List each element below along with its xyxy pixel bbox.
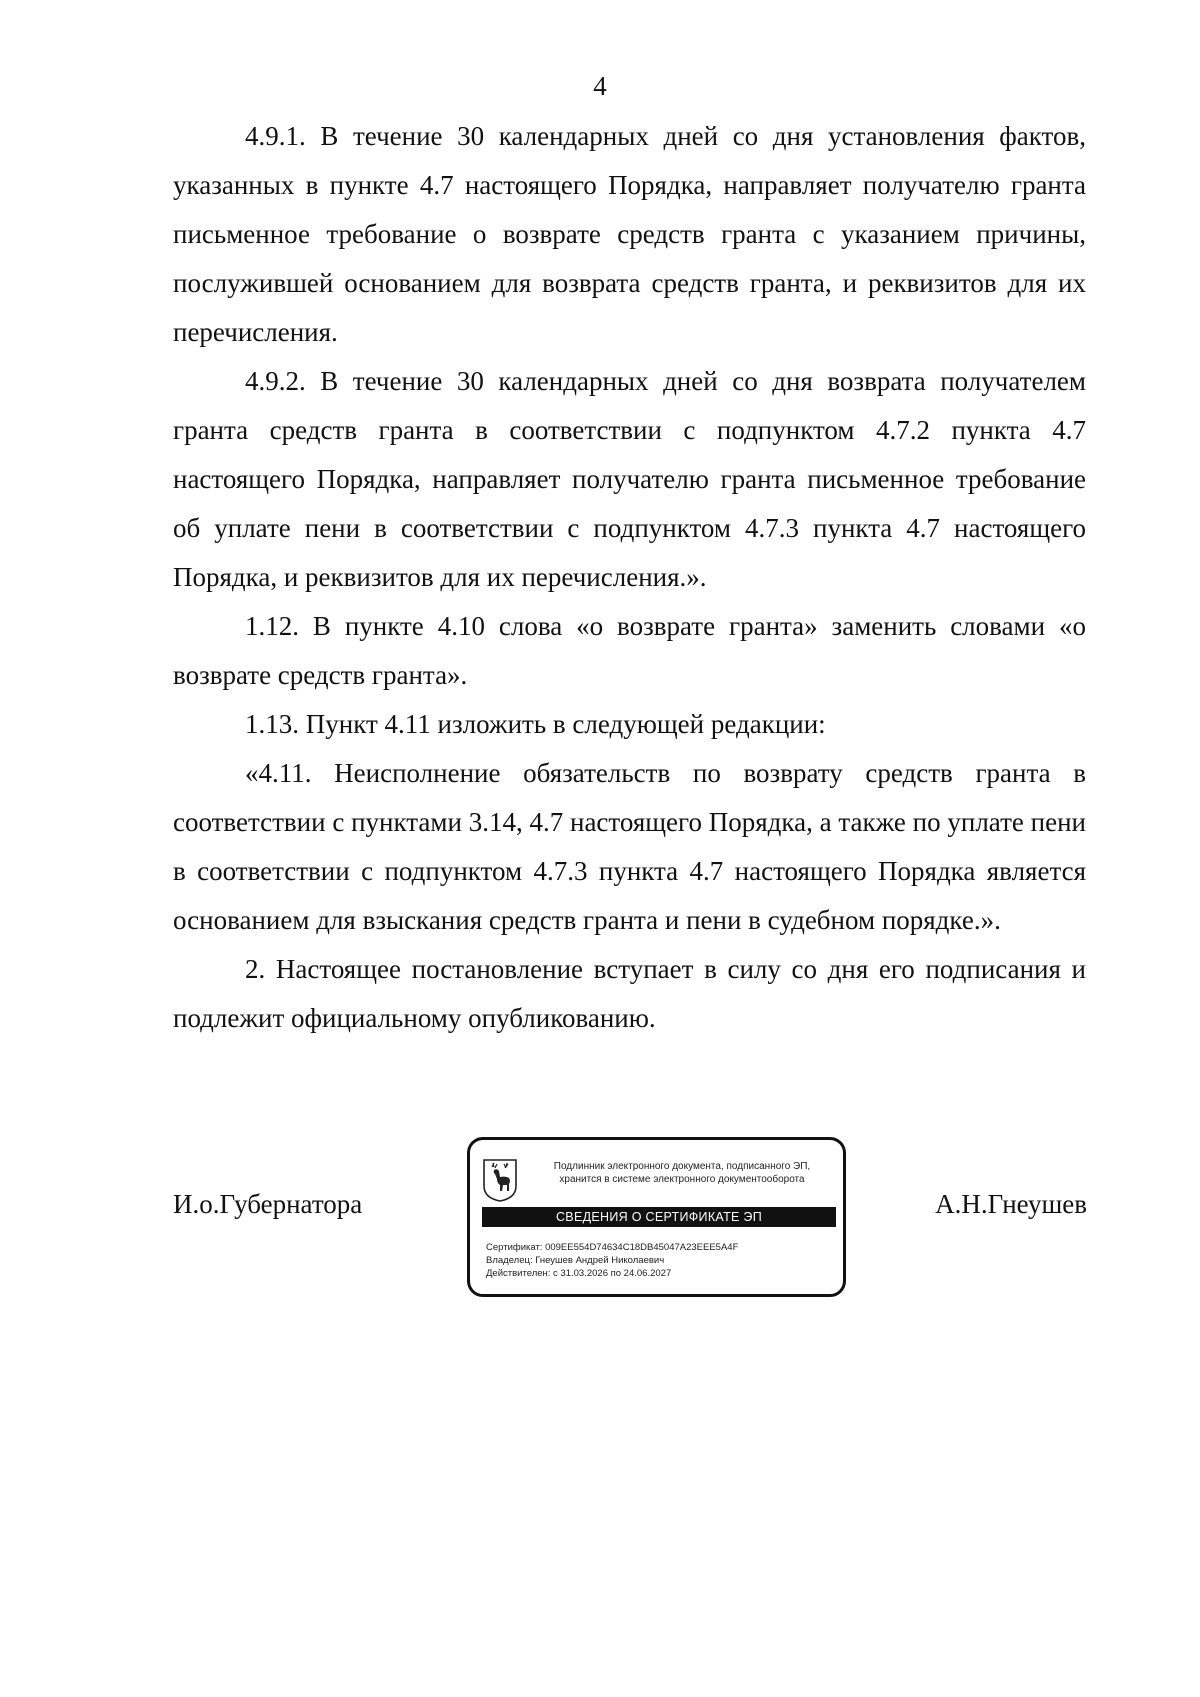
stamp-header-line-1: Подлинник электронного документа, подписанного ЭП, [553,1161,811,1172]
stamp-details [486,1241,738,1280]
paragraph-4-9-1: 4.9.1. В течение 30 календарных дней со дня установления фактов, указанных в пункте 4.7 настоящего Порядка, направляет получателю гранта письменное требование о возврате средств гранта с указанием причины, послужившей основанием для возврата средств гранта, и реквизитов для их перечисления. [173,121,1086,347]
stamp-validity: Действителен: с 31.03.2026 по 24.06.2027 [486,1268,672,1279]
signer-title: И.о.Губернатора [173,1189,363,1219]
stamp-certificate: Сертификат: 009EE554D74634C18DB45047A23EEE5A4F [486,1242,739,1253]
deer-emblem-icon [482,1158,518,1202]
document-body [173,112,1086,1043]
paragraph-1-13: 1.13. Пункт 4.11 изложить в следующей редакции: [245,709,826,739]
electronic-signature-stamp [467,1137,846,1297]
paragraph-1-12: 1.12. В пункте 4.10 слова «о возврате гранта» заменить словами «о возврате средств гранта». [173,611,1086,690]
paragraph-2: 2. Настоящее постановление вступает в силу со дня его подписания и подлежит официальному опубликованию. [173,954,1086,1033]
paragraph-4-9-2: 4.9.2. В течение 30 календарных дней со дня возврата получателем гранта средств гранта в соответствии с подпунктом 4.7.2 пункта 4.7 настоящего Порядка, направляет получателю гранта письменное требование об уплате пени в соответствии с подпунктом 4.7.3 пункта 4.7 настоящего Порядка, и реквизитов для их перечисления.». [173,366,1086,592]
stamp-certificate-bar: СВЕДЕНИЯ О СЕРТИФИКАТЕ ЭП [482,1207,836,1227]
paragraph-4-11: «4.11. Неисполнение обязательств по возврату средств гранта в соответствии с пунктами 3.14, 4.7 настоящего Порядка, а также по уплате пени в соответствии с подпунктом 4.7.3 пункта 4.7 настоящего Порядка является основанием для взыскания средств гранта и пени в судебном порядке.». [173,758,1086,935]
signer-name: А.Н.Гнеушев [935,1189,1087,1219]
stamp-header [532,1160,832,1186]
page-number: 4 [593,71,607,101]
stamp-owner: Владелец: Гнеушев Андрей Николаевич [486,1255,665,1266]
stamp-header-line-2: хранится в системе электронного документооборота [559,1174,805,1185]
